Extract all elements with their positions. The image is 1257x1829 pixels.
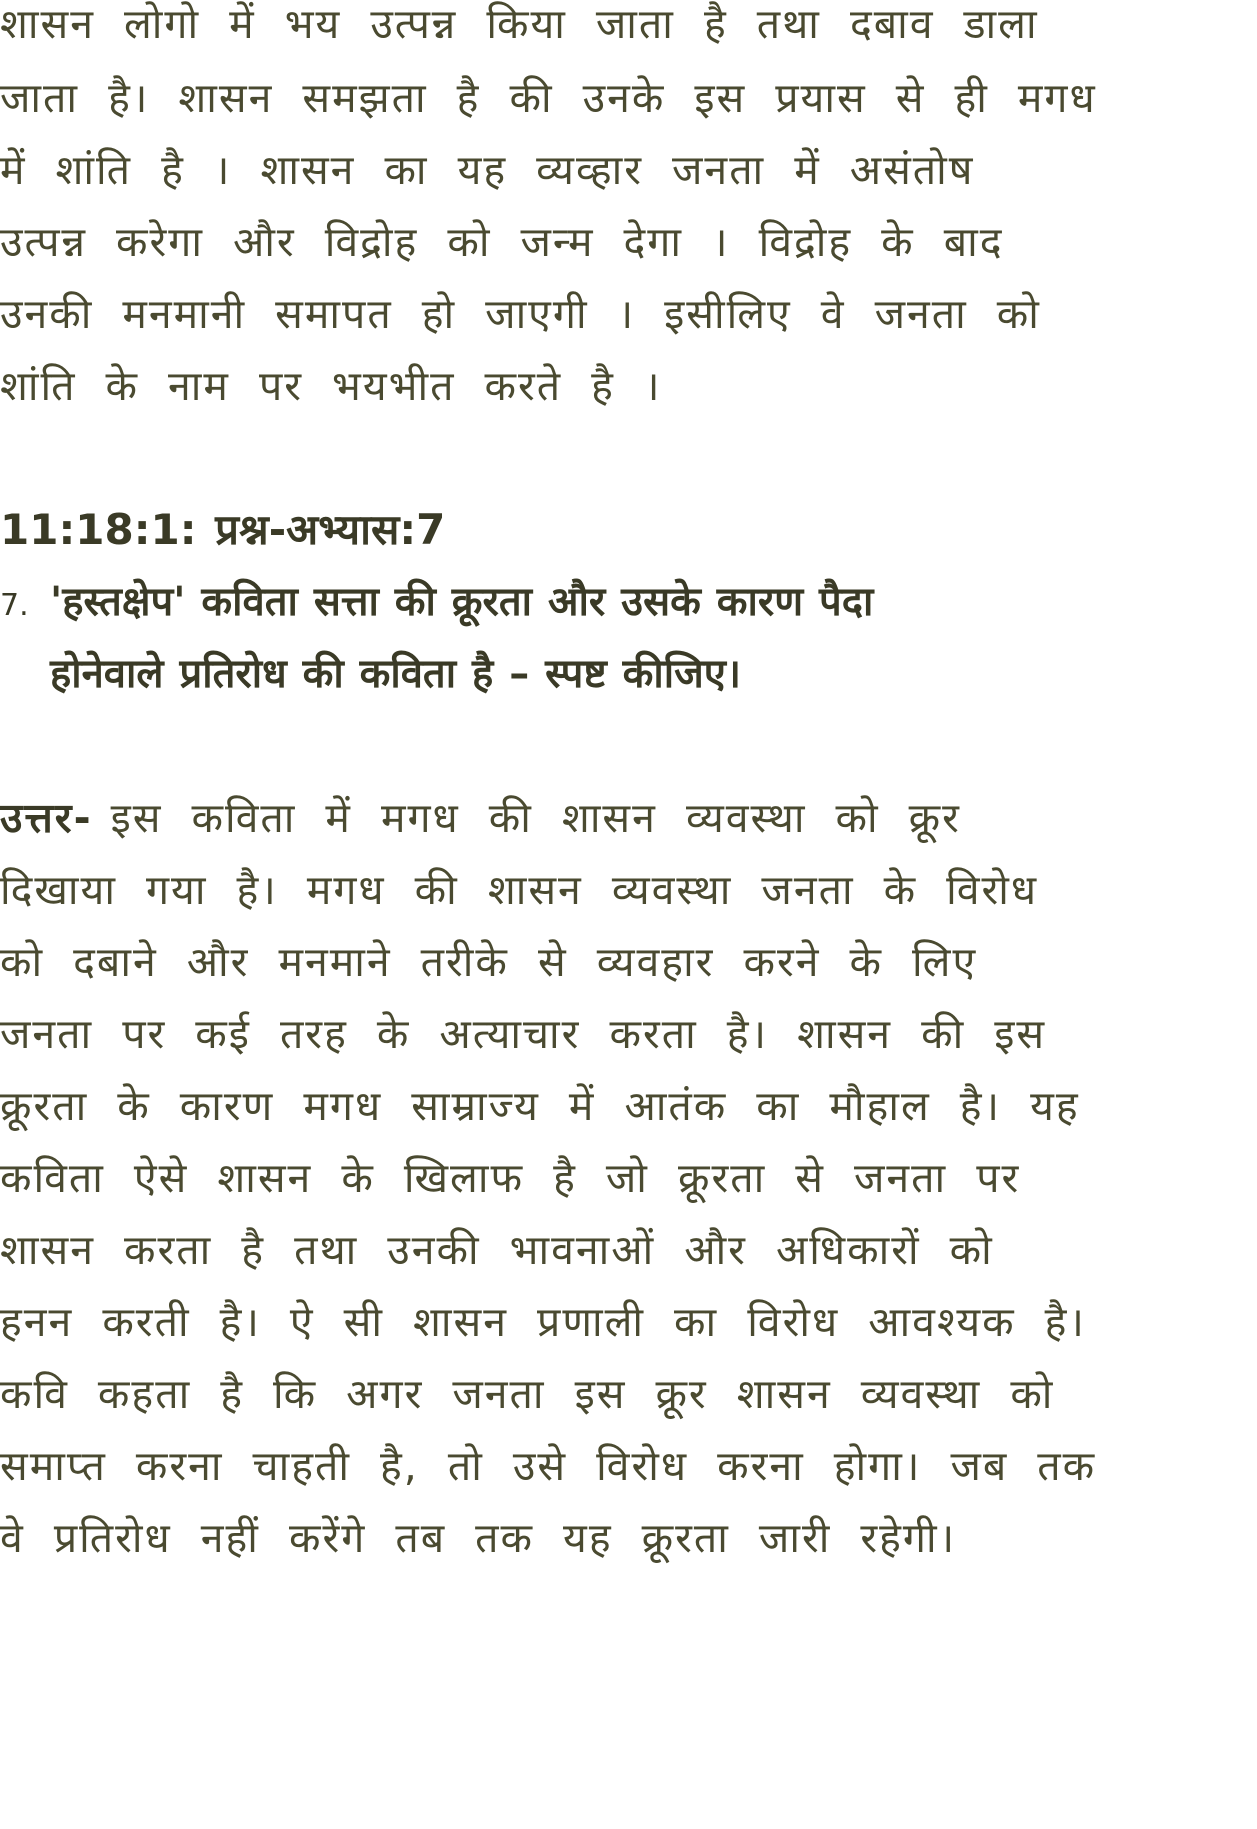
answer-line: शासन करता है तथा उनकी भावनाओं और अधिकारों को (0, 1226, 994, 1274)
answer-first-line (0, 788, 961, 848)
answer-line: दिखाया गया है। मगध की शासन व्यवस्था जनता के विरोध (0, 866, 1039, 914)
question-text-1: 'हस्तक्षेप' कविता सत्ता की क्रूरता और उसके कारण पैदा (50, 579, 874, 625)
answer-line: हनन करती है। ऐ सी शासन प्रणाली का विरोध आवश्यक है। (0, 1298, 1086, 1346)
passage-line: में शांति है । शासन का यह व्यव्हार जनता में असंतोष (0, 146, 975, 194)
question-line-2: होनेवाले प्रतिरोध की कविता है – स्पष्ट कीजिए। (50, 651, 742, 697)
passage-line: शासन लोगो में भय उत्पन्न किया जाता है तथा दबाव डाला (0, 0, 1039, 48)
answer-line: कविता ऐसे शासन के खिलाफ है जो क्रूरता से जनता पर (0, 1154, 1021, 1202)
answer-text: इस कविता में मगध की शासन व्यवस्था को क्रूर (110, 794, 961, 842)
section-heading: 11:18:1: प्रश्न-अभ्यास:7 (0, 505, 446, 554)
answer-line: समाप्त करना चाहती है, तो उसे विरोध करना होगा। जब तक (0, 1442, 1097, 1490)
answer-line: जनता पर कई तरह के अत्याचार करता है। शासन की इस (0, 1010, 1047, 1058)
passage-line: शांति के नाम पर भयभीत करते है । (0, 362, 662, 410)
question-number: 7. (0, 588, 29, 623)
answer-line: कवि कहता है कि अगर जनता इस क्रूर शासन व्यवस्था को (0, 1370, 1055, 1418)
answer-line: को दबाने और मनमाने तरीके से व्यवहार करने के लिए (0, 938, 978, 986)
answer-label: उत्तर- (0, 794, 93, 842)
passage-line: जाता है। शासन समझता है की उनके इस प्रयास से ही मगध (0, 74, 1097, 122)
answer-line: वे प्रतिरोध नहीं करेंगे तब तक यह क्रूरता जारी रहेगी। (0, 1514, 957, 1562)
passage-line: उनकी मनमानी समापत हो जाएगी । इसीलिए वे जनता को (0, 290, 1041, 338)
passage-line: उत्पन्न करेगा और विद्रोह को जन्म देगा । विद्रोह के बाद (0, 218, 1004, 266)
question-line-1 (0, 572, 873, 636)
answer-line: क्रूरता के कारण मगध साम्राज्य में आतंक का मौहाल है। यह (0, 1082, 1080, 1130)
